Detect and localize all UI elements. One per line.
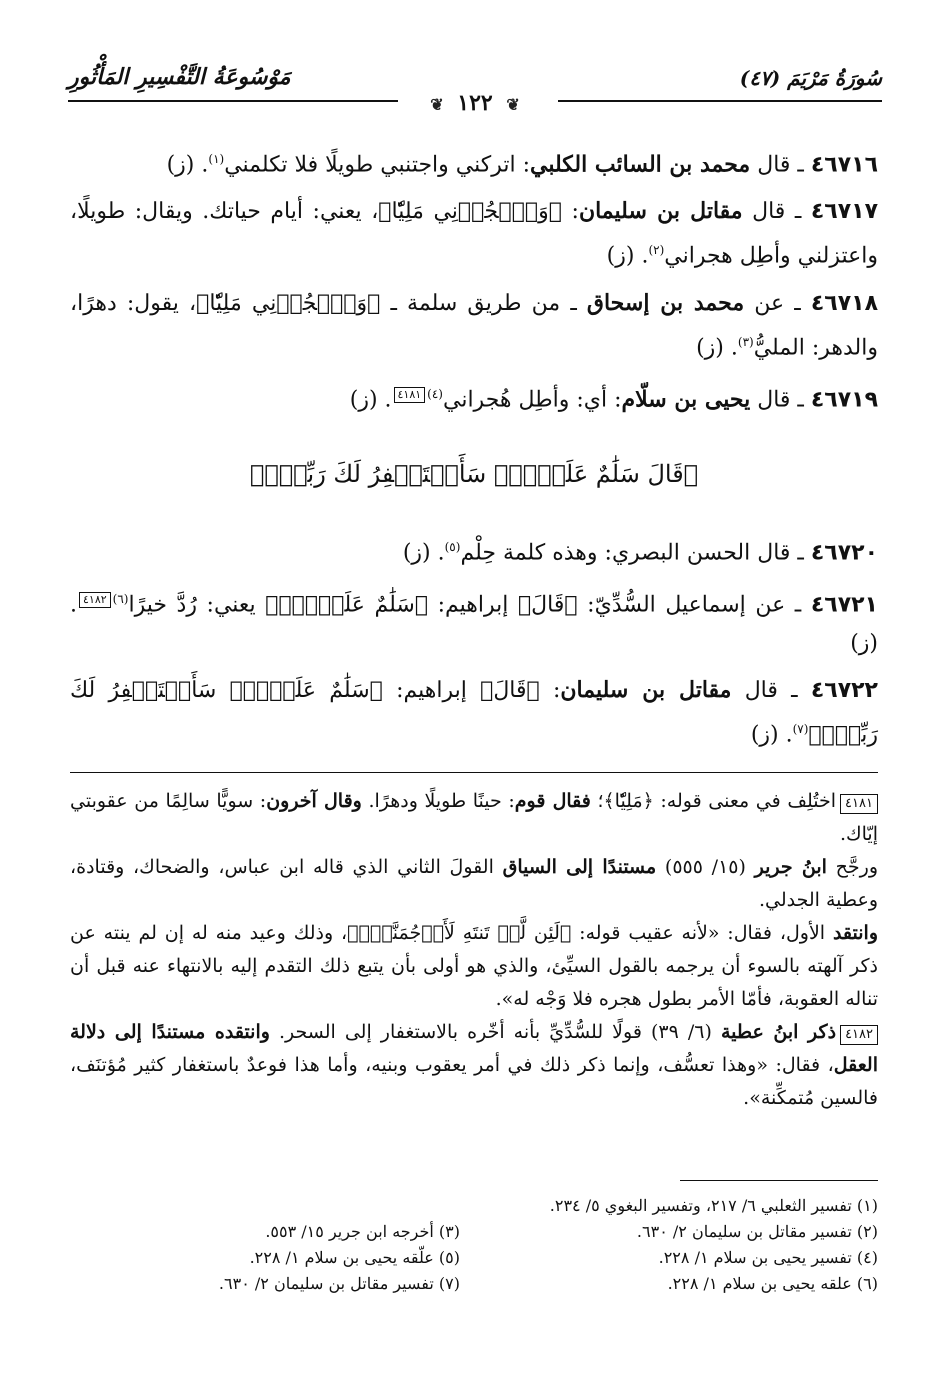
- footnote: (٦) علقه يحيى بن سلام ١/ ٢٢٨.: [667, 1274, 878, 1293]
- book-title: مَوْسُوعَةُ التَّفْسِيرِ المَأْثُورِ: [68, 64, 291, 90]
- narrator-name: محمد بن إسحاق: [586, 289, 745, 316]
- narration-number: ٤٦٧١٩: [810, 387, 878, 413]
- narration-entry: ٤٦٧٢١ ـ عن إسماعيل السُّدِّيّ: ﴿قَالَ﴾ إبراهيم: ﴿سَلَٰمٌ عَلَيۡكَۖ﴾ يعني: رُدَّ خيرًا$^{(٦)}$٤١٨٢. (ز): [70, 592, 878, 656]
- ornament-icon: ❦: [430, 95, 444, 114]
- commentary-paragraph: وانتقد الأول، فقال: «لأنه عقيب قوله: ﴿لَئِن لَّمۡ تَنتَهِ لَأَرۡجُمَنَّكَۖ﴾، وذلك وعيد منه له إن لم ينته عن ذكر آلهته بالسوء أن يرجمه بالقول السيِّئ، والذي هو أولى بأن يتبع ذلك التقدم إليه بالانتهاء عنه قبل أن تناله العقوبة، فأمّا الأمر بطول هجره فلا وَجْه له».: [70, 922, 878, 1010]
- footnote: (٥) علّقه يحيى بن سلام ١/ ٢٢٨.: [249, 1248, 460, 1267]
- narration-entry: ٤٦٧١٨ ـ عن محمد بن إسحاق ـ من طريق سلمة ـ ﴿وَٱهۡجُرۡنِي مَلِيّٗا﴾، يقول: دهرًا، والدهر: المليُّ$^{(٣)}$. (ز): [70, 289, 878, 360]
- footnote-marker[interactable]: (٧): [792, 721, 809, 736]
- narration-entry: ٤٦٧١٦ ـ قال محمد بن السائب الكلبي: اتركني واجتنبي طويلًا فلا تكلمني$^{(١)}$. (ز): [166, 151, 878, 178]
- footnote: (٢) تفسير مقاتل بن سليمان ٢/ ٦٣٠.: [636, 1222, 878, 1241]
- narration-entry: ٤٦٧٢٢ ـ قال مقاتل بن سليمان: ﴿قَالَ﴾ إبراهيم: ﴿سَلَٰمٌ عَلَيۡكَۖ سَأَسۡتَغۡفِرُ لَكَ رَبِّيٓۖ﴾$^{(٧)}$. (ز): [70, 676, 878, 747]
- narrator-name: مقاتل بن سليمان: [560, 676, 732, 703]
- narration-number: ٤٦٧٢١: [810, 592, 878, 618]
- narration-entry: ٤٦٧١٧ ـ قال مقاتل بن سليمان: ﴿وَٱهۡجُرۡنِي مَلِيّٗا﴾، يعني: أيام حياتك. ويقال: طويلًا، واعتزلني وأطِل هجراني$^{(٢)}$. (ز): [70, 198, 879, 269]
- ornament-icon: ❦: [506, 95, 520, 114]
- footnote: (٧) تفسير مقاتل بن سليمان ٢/ ٦٣٠.: [218, 1274, 460, 1293]
- footnote: (٤) تفسير يحيى بن سلام ١/ ٢٢٨.: [658, 1248, 878, 1267]
- page-number-block: [68, 90, 882, 116]
- narrations-block-1: [70, 140, 878, 427]
- surah-title: سُورَةُ مَرْيَمَ (٤٧): [739, 66, 882, 90]
- narration-entry: ٤٦٧١٩ ـ قال يحيى بن سلّام: أي: وأطِل هُجراني$^{(٤)}$٤١٨١. (ز): [349, 386, 878, 413]
- footnote-marker[interactable]: (٥): [444, 540, 461, 554]
- commentary-block: [70, 785, 878, 1115]
- commentary-ref-box[interactable]: ٤١٨٢: [79, 592, 111, 608]
- narration-number: ٤٦٧٢٢: [810, 677, 878, 703]
- narrator-name: الحسن البصري: [611, 540, 751, 566]
- narration-number: ٤٦٧١٦: [810, 152, 878, 178]
- narration-entry: ٤٦٧٢٠ ـ قال الحسن البصري: وهذه كلمة حِلْم$^{(٥)}$. (ز): [402, 540, 878, 566]
- page-header: [68, 58, 882, 120]
- footnotes: [120, 1193, 878, 1297]
- narrator-name: مقاتل بن سليمان: [578, 198, 743, 225]
- footnote: (١) تفسير الثعلبي ٦/ ٢١٧، وتفسير البغوي ٥/ ٢٣٤.: [549, 1196, 878, 1215]
- footnote-marker[interactable]: (٢): [648, 243, 665, 258]
- footnote-marker[interactable]: (١): [208, 152, 225, 166]
- commentary-ref-box[interactable]: ٤١٨١: [394, 387, 426, 403]
- commentary-number-box: ٤١٨١: [840, 794, 878, 814]
- commentary-paragraph: ٤١٨٢ذكر ابنُ عطية (٦/ ٣٩) قولًا للسُّدِّيِّ بأنه أخّره بالاستغفار إلى السحر. وانتقده مستندًا إلى دلالة العقل، فقال: «وهذا تعسُّف، وإنما ذكر ذلك في أمر يعقوب وبنيه، وأما هذا فوعدٌ باستغفار كثير مُؤتنَف، فالسين مُتمكِّنة».: [70, 1021, 878, 1109]
- commentary-number-box: ٤١٨٢: [840, 1025, 878, 1045]
- narrator-name: محمد بن السائب الكلبي: [530, 151, 751, 178]
- commentary-separator: [70, 772, 878, 773]
- narration-number: ٤٦٧١٨: [810, 290, 878, 316]
- footnote-marker[interactable]: (٤): [427, 386, 443, 401]
- narration-number: ٤٦٧١٧: [810, 199, 879, 225]
- narrations-block-2: [70, 528, 878, 762]
- narrator-name: يحيى بن سلّام: [621, 386, 751, 413]
- narration-number: ٤٦٧٢٠: [810, 540, 878, 566]
- narrator-name: إسماعيل السُّدِّيّ: [594, 592, 746, 618]
- commentary-paragraph: ٤١٨١اختُلِف في معنى قوله: ﴿مَلِيّٗا﴾؛ فقال قوم: حينًا طويلًا ودهرًا. وقال آخرون: سويًّا سالِمًا من عقوبتي إيّاك.: [70, 790, 878, 845]
- footnote-marker[interactable]: (٦): [112, 592, 129, 607]
- footnote-rule: [680, 1180, 878, 1181]
- page-number: ١٢٢: [457, 90, 493, 116]
- footnote-marker[interactable]: (٣): [737, 334, 754, 349]
- footnote: (٣) أخرجه ابن جرير ١٥/ ٥٥٣.: [265, 1222, 460, 1241]
- commentary-paragraph: ورجَّح ابنُ جرير (١٥/ ٥٥٥) مستندًا إلى السياق القولَ الثاني الذي قاله ابن عباس، والضحاك، وقتادة، وعطية الجدلي.: [70, 856, 879, 911]
- quran-verse-heading: ﴿قَالَ سَلَٰمٌ عَلَيۡكَۖ سَأَسۡتَغۡفِرُ لَكَ رَبِّيٓۖ﴾: [249, 460, 699, 488]
